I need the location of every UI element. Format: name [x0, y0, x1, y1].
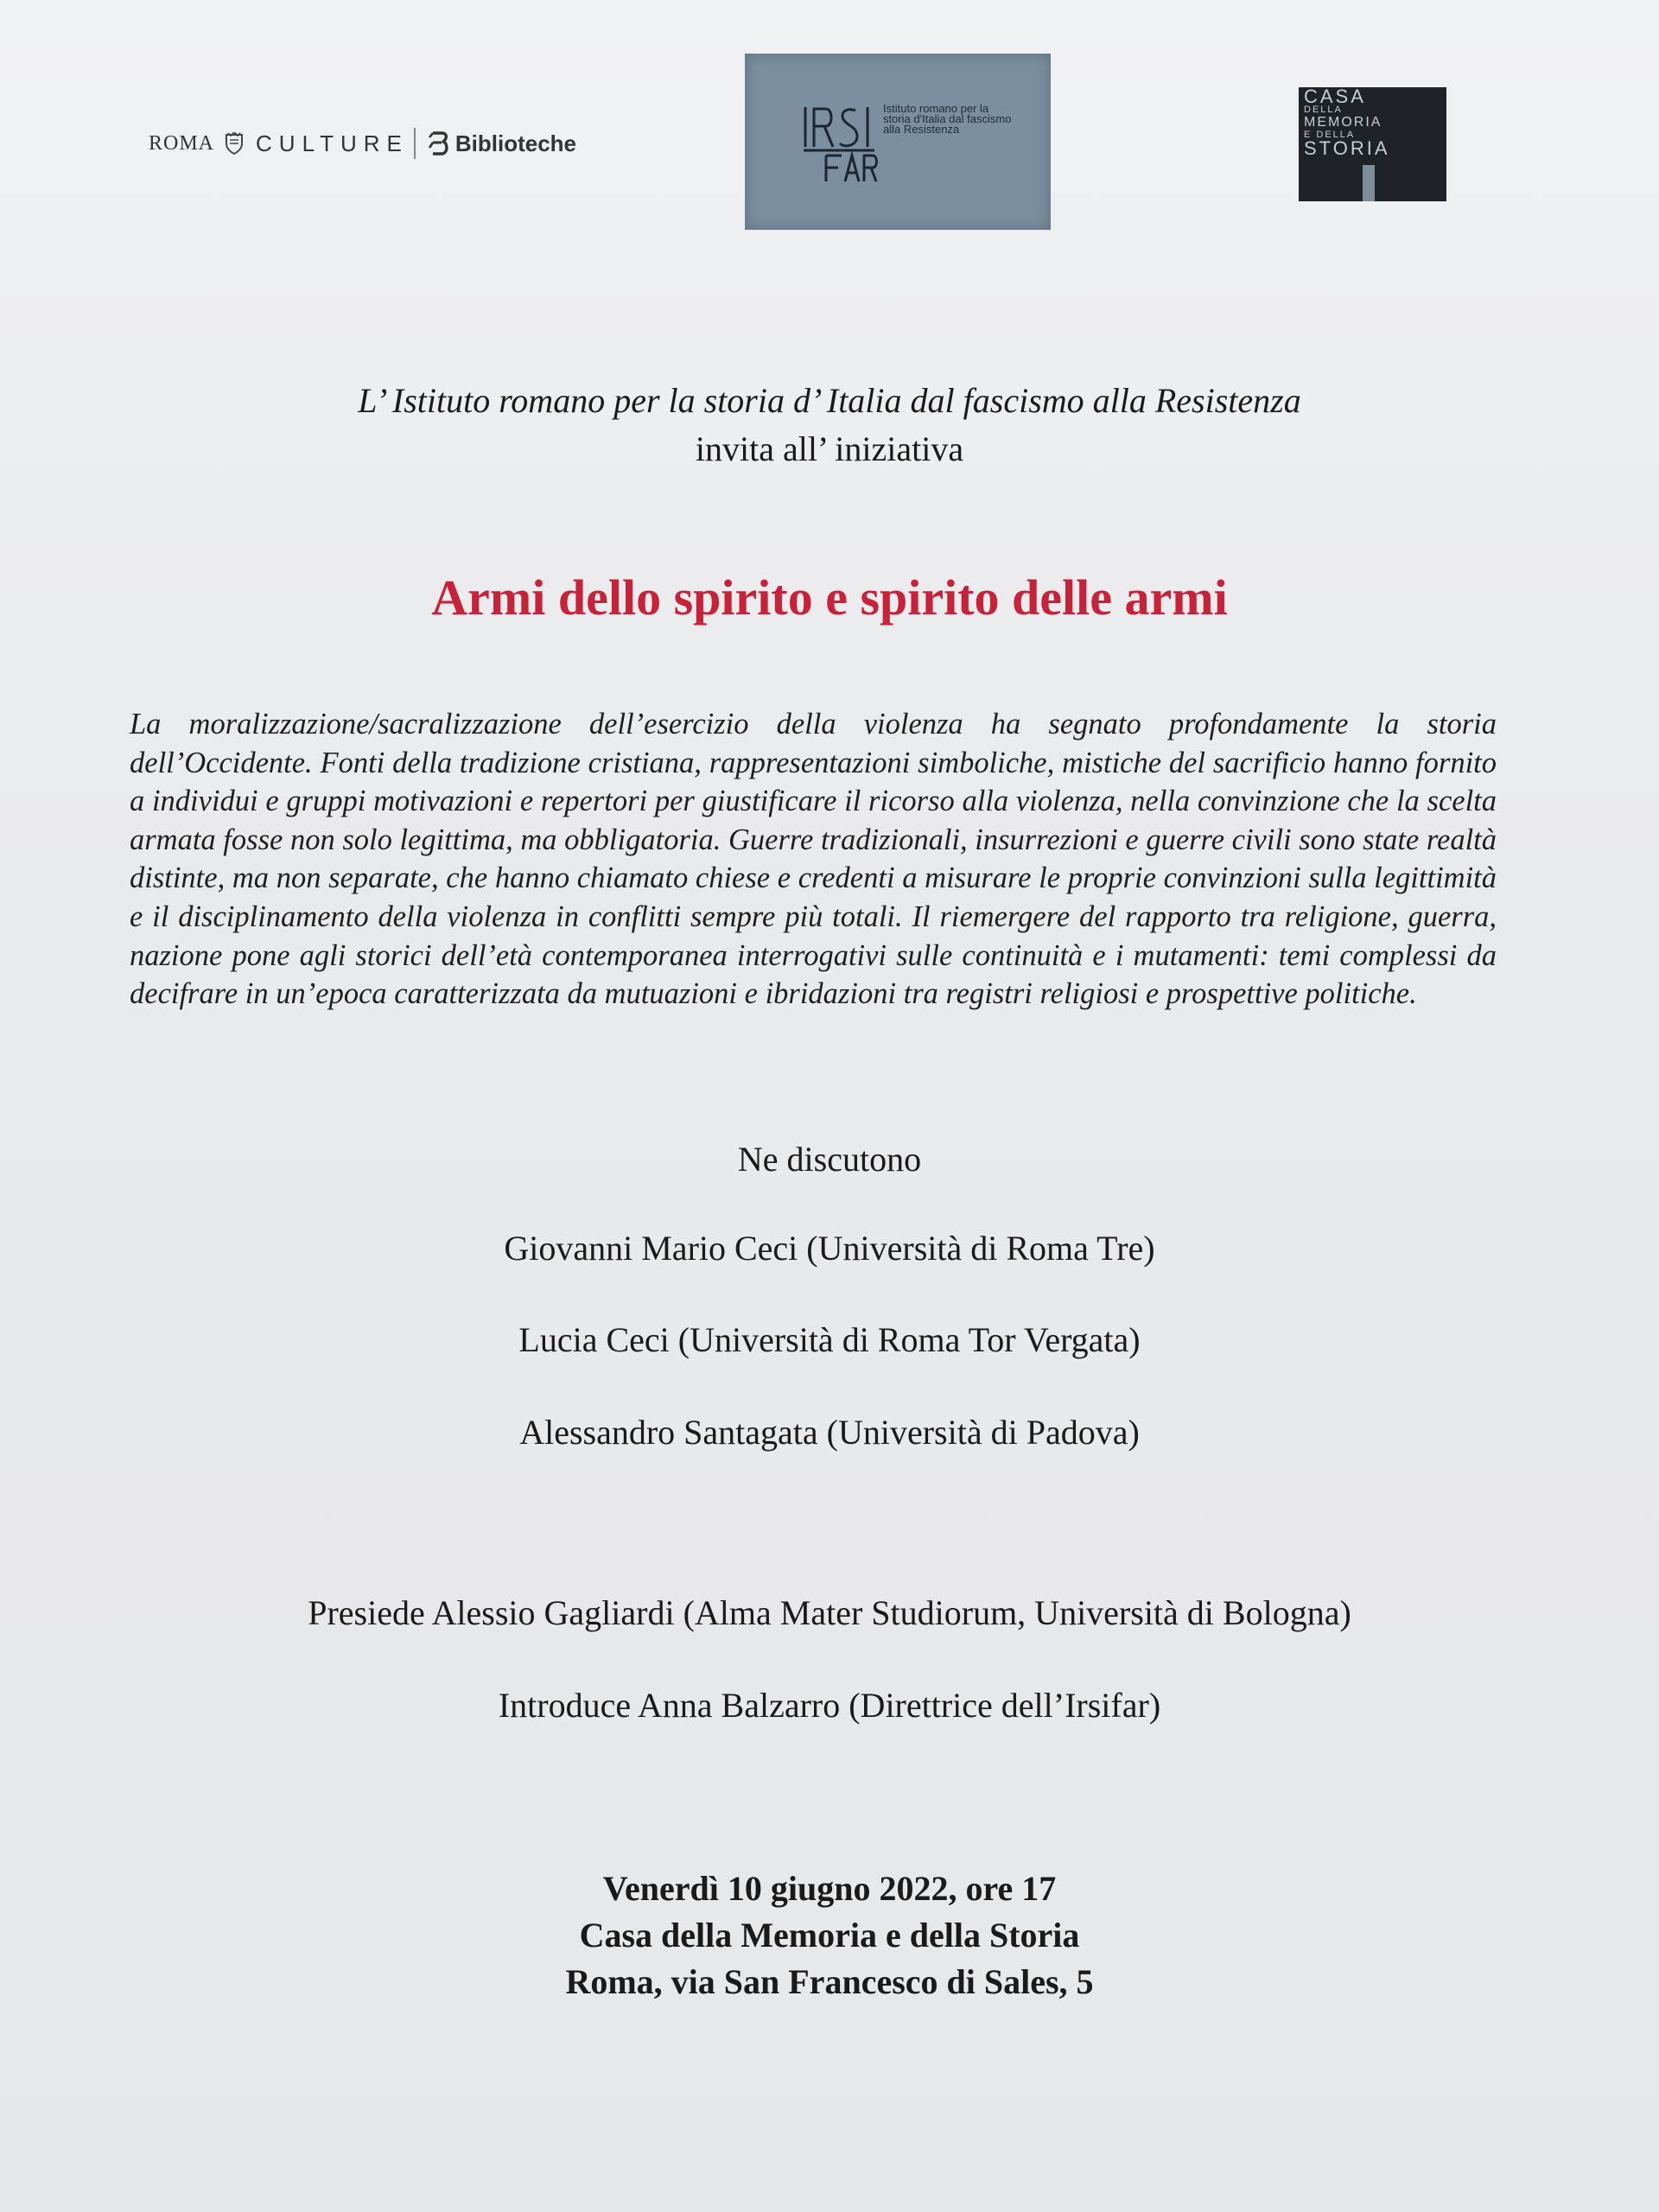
casa-logo-line: E DELLA: [1304, 130, 1356, 140]
casa-logo-line: DELLA: [1304, 105, 1343, 115]
biblioteche-wordmark: Biblioteche: [454, 130, 577, 156]
event-venue: Casa della Memoria e della Storia: [579, 1916, 1080, 1955]
event-abstract: La moralizzazione/sacralizzazione dell’esercizio della violenza ha segnato profondamente la storia dell’Occidente. Fonti della tradizione cristiana, rappresentazioni simboliche, mistiche del sacrificio hanno fornito a individui e gruppi motivazioni e repertori per giustificare il ricorso alla violenza, nella convinzione che la scelta armata fosse non solo legittima, ma obbligatoria. Guerre tradizionali, insurrezioni e guerre civili sono state realtà distinte, ma non separate, che hanno chiamato chiese e credenti a misurare le proprie convinzioni sulla legittimità e il disciplinamento della violenza in conflitti sempre più totali. Il riemergere del rapporto tra religione, guerra, nazione pone agli storici dell’età contemporanea interrogativi sulle continuità e i mutamenti: temi complessi da decifrare in un’epoca caratterizzata da mutuazioni e ibridazioni tra registri religiosi e prospettive politiche.: [130, 708, 1497, 1011]
casa-memoria-storia-logo: [1299, 87, 1446, 201]
speaker-item: Lucia Ceci (Università di Roma Tor Vergata): [518, 1320, 1141, 1359]
irsifar-logo: [745, 54, 1051, 230]
casa-logo-bar: [1363, 165, 1375, 201]
casa-logo-line: MEMORIA: [1304, 115, 1382, 130]
chair-line: Presiede Alessio Gagliardi (Alma Mater Studiorum, Università di Bologna): [308, 1593, 1351, 1632]
speaker-item: Giovanni Mario Ceci (Università di Roma Tre): [504, 1229, 1155, 1268]
invitation-line: invita all’ iniziativa: [695, 429, 964, 468]
event-title: Armi dello spirito e spirito delle armi: [431, 569, 1228, 626]
event-date: Venerdì 10 giugno 2022, ore 17: [602, 1869, 1057, 1908]
casa-logo-line: CASA: [1304, 86, 1366, 107]
introducer-line: Introduce Anna Balzarro (Direttrice dell’Irsifar): [498, 1686, 1161, 1725]
casa-logo-line: STORIA: [1304, 137, 1390, 159]
roma-culture-biblioteche-logo: [149, 126, 615, 161]
biblioteche-b-icon: [428, 130, 450, 156]
irsifar-logo-text: Istituto romano per la storia d'Italia dal fascismo alla Resistenza: [883, 102, 1012, 136]
roma-wordmark: ROMA: [149, 131, 215, 155]
event-address: Roma, via San Francesco di Sales, 5: [565, 1962, 1094, 2001]
roma-shield-icon: [225, 132, 244, 155]
organizer-line: L’ Istituto romano per la storia d’ Italia dal fascismo alla Resistenza: [358, 381, 1301, 420]
speaker-item: Alessandro Santagata (Università di Padova): [519, 1413, 1140, 1452]
speakers-heading: Ne discutono: [737, 1140, 922, 1179]
irsifar-mark-icon: [800, 100, 878, 183]
culture-wordmark: CULTURE: [256, 130, 409, 156]
logo-divider: [414, 128, 416, 159]
